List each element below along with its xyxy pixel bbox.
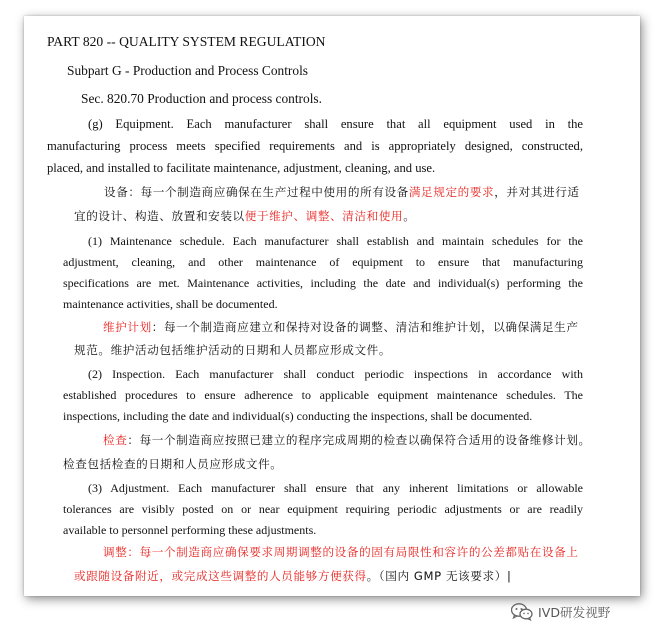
maintenance-en-line-4: maintenance activities, shall be documented.: [63, 297, 278, 311]
inspection-en-line-1: (2) Inspection. Each manufacturer shall conduct periodic inspections in accordance with: [88, 367, 583, 381]
maintenance-zh-text: ：每一个制造商应建立和保持对设备的调整、清洁和维护计划，以确保满足生产: [151, 320, 579, 334]
inspection-en-line-3: inspections, including the date and individual(s) conducting the inspections, shall be documented.: [63, 409, 533, 423]
adjustment-en-line-3: available to personnel performing these adjustments.: [63, 523, 317, 537]
inspection-zh-text: ：每一个制造商应按照已建立的程序完成周期的检查以确保符合适用的设备维修计划。: [127, 433, 591, 447]
maintenance-en-line-1: (1) Maintenance schedule. Each manufacturer shall establish and maintain schedules for the: [88, 234, 583, 248]
maintenance-en-line-3: specifications are met. Maintenance activities, including the date and individual(s) performing the: [63, 276, 583, 290]
inspection-zh-line-1: [103, 435, 591, 447]
adjustment-en-line-1: (3) Adjustment. Each manufacturer shall ensure that any inherent limitations or allowable: [88, 481, 583, 495]
maintenance-en-line-2: adjustment, cleaning, and other maintenance of equipment to ensure that manufacturing: [63, 255, 583, 269]
equipment-zh-highlight: 满足规定的要求: [408, 185, 495, 199]
watermark-text: IVD研发视野: [538, 605, 611, 620]
adjustment-zh-line-1: 调整：每一个制造商应确保要求周期调整的设备的固有局限性和容许的公差都贴在设备上: [103, 545, 579, 559]
adjustment-zh-highlight: 或跟随设备附近，或完成这些调整的人员能够方便获得: [74, 569, 367, 583]
document-page: [24, 16, 640, 596]
wechat-icon: [511, 603, 533, 621]
maintenance-zh-line-1: [103, 322, 579, 334]
equipment-zh-text: 设备：每一个制造商应确保在生产过程中使用的所有设备: [104, 185, 409, 199]
watermark: [511, 602, 610, 621]
equipment-zh-line-2: [74, 211, 415, 223]
subpart-title: Subpart G - Production and Process Controls: [67, 63, 309, 78]
adjustment-zh-text: 。（国内 GMP 无该要求）|: [366, 569, 512, 583]
inspection-zh-line-2: 检查包括检查的日期和人员应形成文件。: [63, 457, 283, 471]
equipment-zh-line-1: [104, 187, 580, 199]
inspection-en-line-2: established procedures to ensure adherence to applicable equipment maintenance schedules. The: [63, 388, 583, 402]
maintenance-zh-line-2: 规范。维护活动包括维护活动的日期和人员都应形成文件。: [74, 343, 392, 357]
equipment-en-line-3: placed, and installed to facilitate maintenance, adjustment, cleaning, and use.: [47, 161, 436, 175]
equipment-en-line-1: (g) Equipment. Each manufacturer shall ensure that all equipment used in the: [88, 117, 583, 131]
equipment-zh-highlight: 便于维护、调整、清洁和使用: [244, 209, 404, 223]
adjustment-en-line-2: tolerances are visibly posted on or near equipment requiring periodic adjustments or are readily: [63, 502, 583, 516]
section-title: Sec. 820.70 Production and process controls.: [81, 91, 322, 106]
maintenance-zh-highlight: 维护计划: [103, 320, 152, 334]
adjustment-zh-line-2: [74, 571, 511, 583]
equipment-zh-text: 。: [403, 209, 416, 223]
inspection-zh-highlight: 检查: [103, 433, 128, 447]
equipment-zh-text: ，并对其进行适: [494, 185, 580, 199]
part-title: PART 820 -- QUALITY SYSTEM REGULATION: [47, 34, 326, 49]
equipment-zh-text: 宜的设计、构造、放置和安装以: [74, 209, 245, 223]
equipment-en-line-2: manufacturing process meets specified requirements and is appropriately designed, constructed,: [47, 139, 583, 153]
